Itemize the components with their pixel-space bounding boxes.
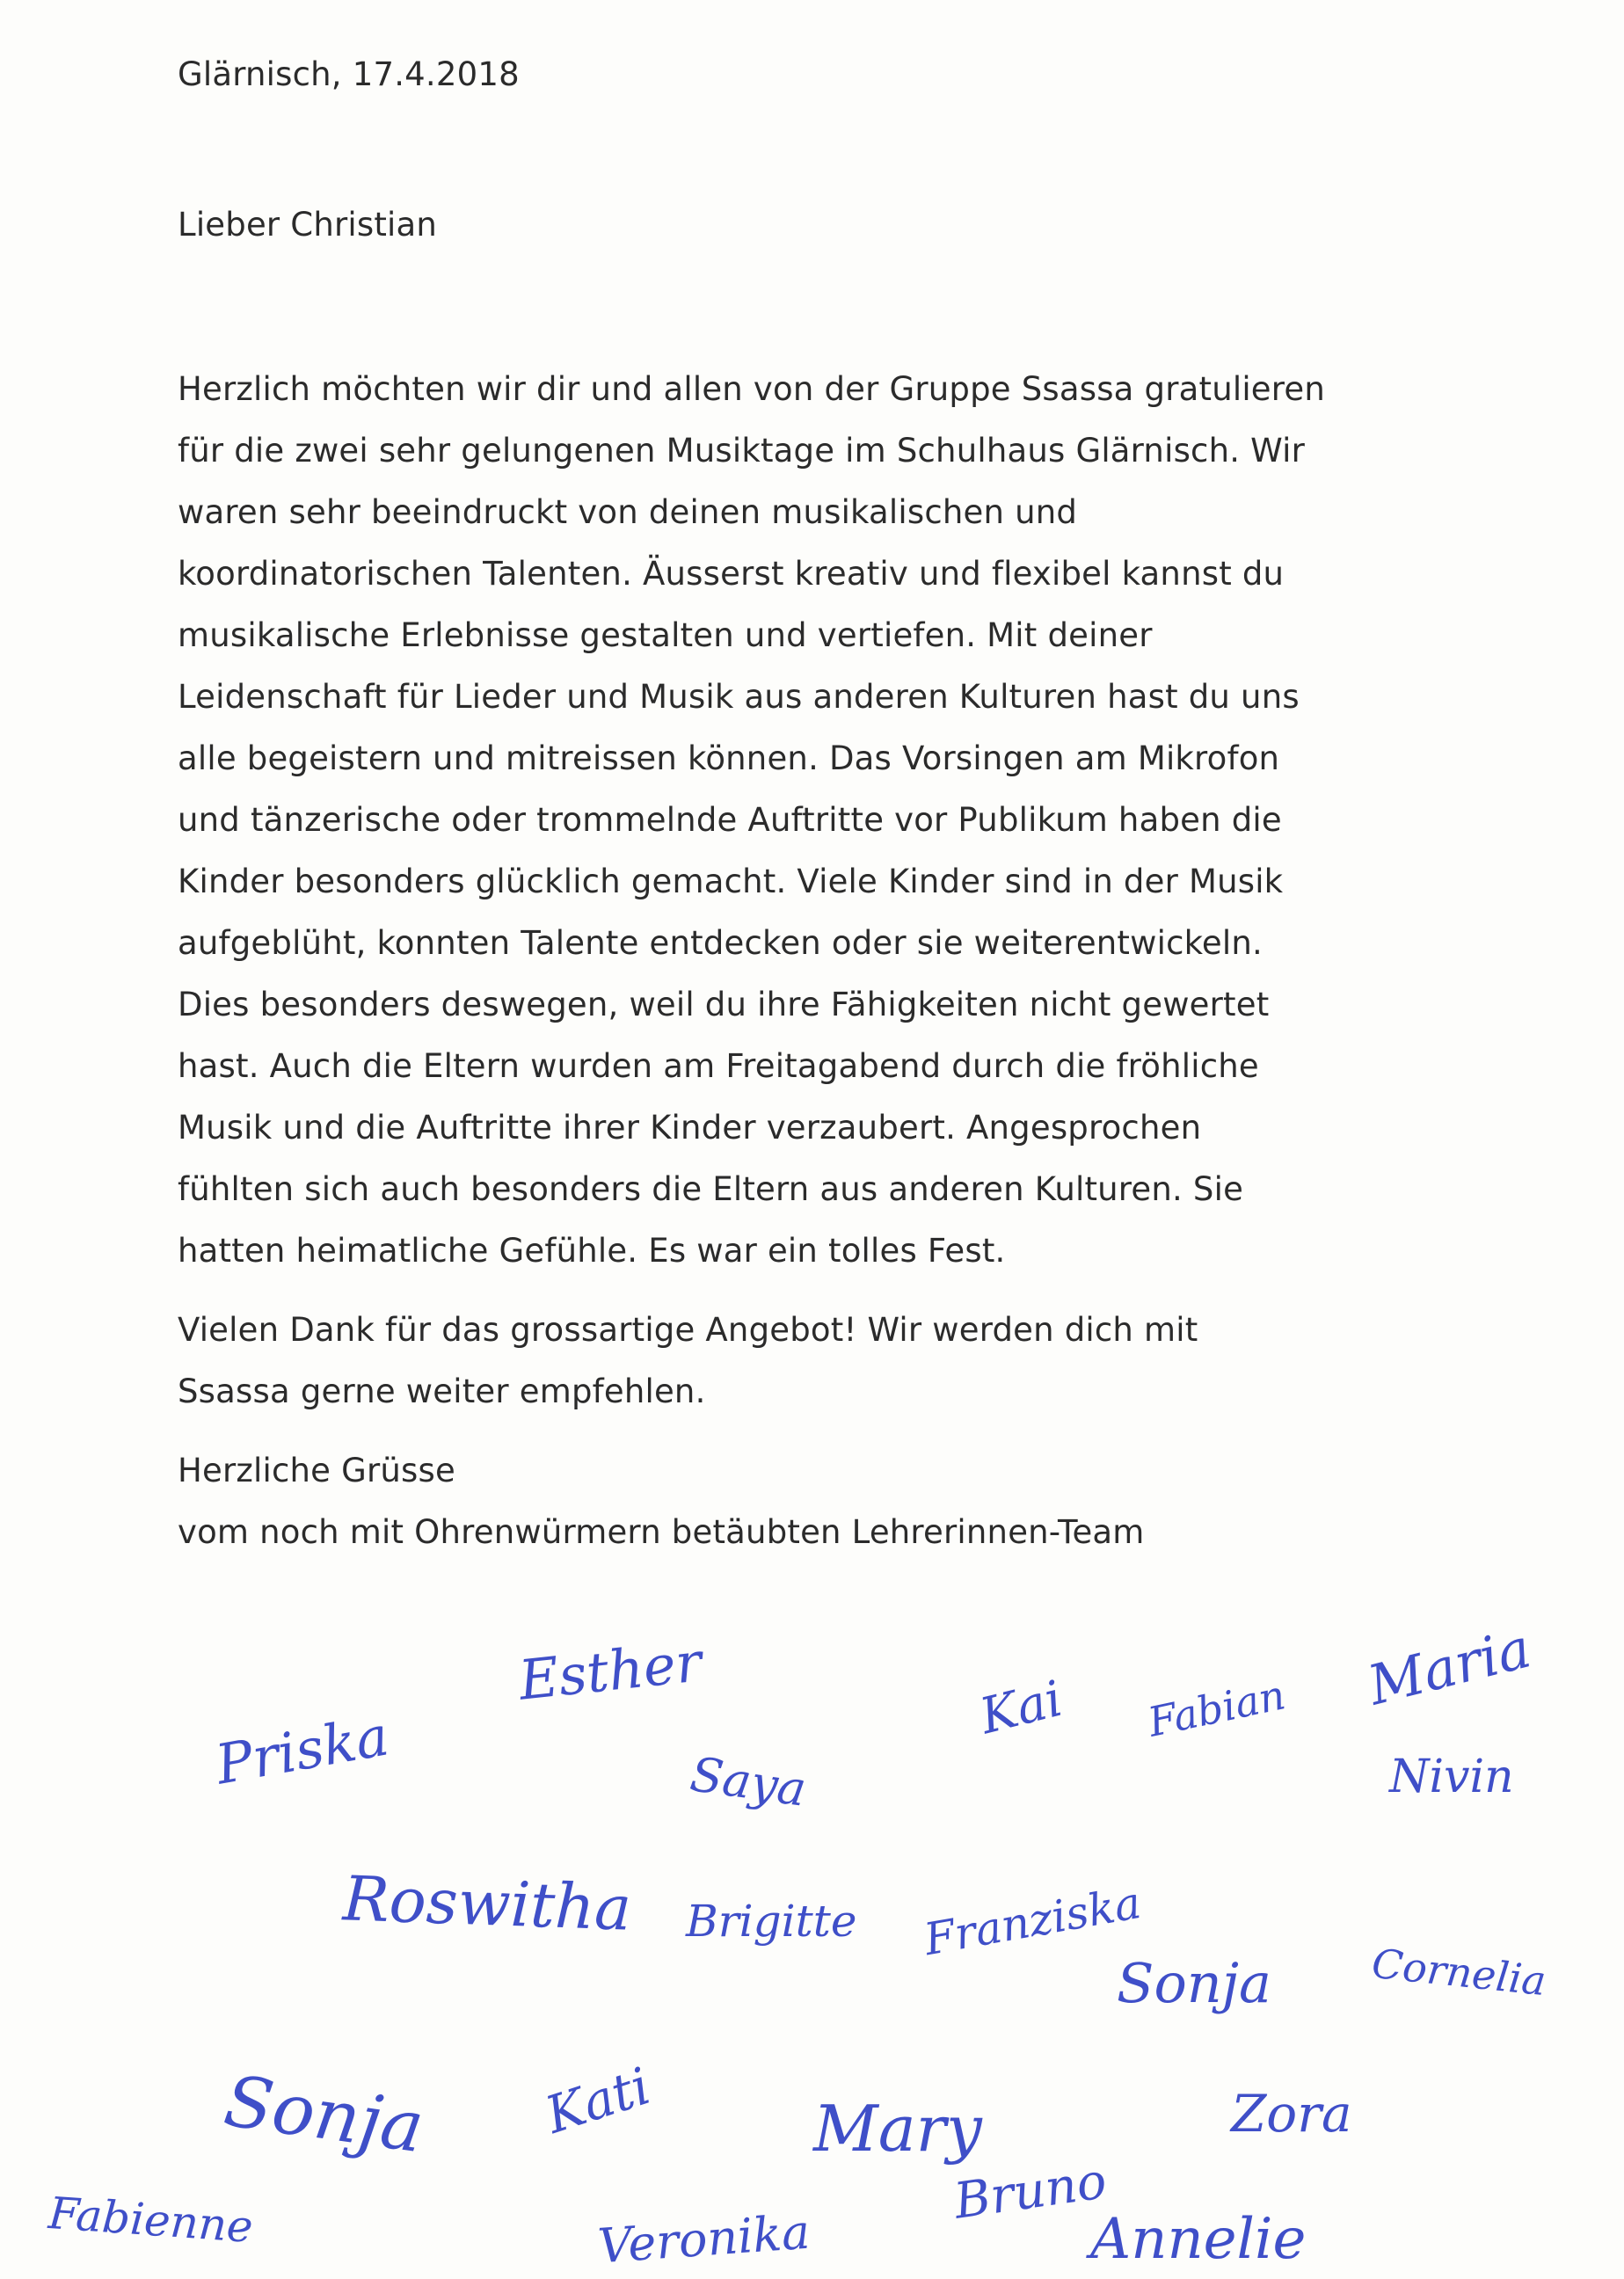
signature: Nivin xyxy=(1389,1751,1514,1803)
signature: Roswitha xyxy=(341,1862,633,1945)
body-line: alle begeistern und mitreissen können. Das Vorsingen am Mikrofon xyxy=(178,739,1280,777)
signature: Esther xyxy=(515,1629,705,1713)
signature: Annelie xyxy=(1090,2207,1307,2272)
thanks-line: Ssassa gerne weiter empfehlen. xyxy=(178,1372,706,1410)
signature: Mary xyxy=(813,2092,982,2166)
signature: Maria xyxy=(1361,1615,1537,1718)
signature: Saya xyxy=(687,1746,810,1817)
letter-salutation: Lieber Christian xyxy=(178,206,438,244)
letter-thanks xyxy=(178,1300,1549,1423)
signature-area xyxy=(0,1609,1624,2279)
signature: Cornelia xyxy=(1369,1939,1548,2006)
body-line: Musik und die Auftritte ihrer Kinder verzaubert. Angesprochen xyxy=(178,1109,1202,1147)
body-line: fühlten sich auch besonders die Eltern aus anderen Kulturen. Sie xyxy=(178,1170,1244,1208)
signature: Fabian xyxy=(1144,1671,1290,1746)
signature: Zora xyxy=(1231,2084,1352,2144)
letter-body xyxy=(178,359,1549,1282)
body-line: waren sehr beeindruckt von deinen musikalischen und xyxy=(178,493,1078,531)
letter-date: Glärnisch, 17.4.2018 xyxy=(178,55,520,93)
body-line: musikalische Erlebnisse gestalten und vertiefen. Mit deiner xyxy=(178,616,1153,654)
signature: Veronika xyxy=(596,2203,812,2275)
signature: Priska xyxy=(211,1703,394,1797)
body-line: Kinder besonders glücklich gemacht. Viele Kinder sind in der Musik xyxy=(178,863,1284,900)
signature: Sonja xyxy=(1117,1951,1271,2015)
letter-text xyxy=(178,44,1549,1563)
signature: Fabienne xyxy=(47,2187,255,2254)
closing-greeting: Herzliche Grüsse xyxy=(178,1452,455,1489)
thanks-line: Vielen Dank für das grossartige Angebot! Wir werden dich mit xyxy=(178,1311,1198,1349)
body-line: Dies besonders deswegen, weil du ihre Fähigkeiten nicht gewertet xyxy=(178,986,1270,1023)
body-line: hatten heimatliche Gefühle. Es war ein tolles Fest. xyxy=(178,1232,1006,1270)
body-line: aufgeblüht, konnten Talente entdecken oder sie weiterentwickeln. xyxy=(178,924,1263,962)
signature: Kai xyxy=(974,1670,1068,1746)
letter-closing xyxy=(178,1440,1549,1563)
body-line: für die zwei sehr gelungenen Musiktage im Schulhaus Glärnisch. Wir xyxy=(178,432,1306,470)
closing-sender: vom noch mit Ohrenwürmern betäubten Lehrerinnen-Team xyxy=(178,1513,1145,1551)
body-line: Leidenschaft für Lieder und Musik aus anderen Kulturen hast du uns xyxy=(178,678,1300,716)
body-line: Herzlich möchten wir dir und allen von der Gruppe Ssassa gratulieren xyxy=(178,370,1325,408)
signature: Bruno xyxy=(950,2152,1111,2231)
signature: Kati xyxy=(538,2056,658,2145)
body-line: koordinatorischen Talenten. Äusserst kreativ und flexibel kannst du xyxy=(178,555,1285,593)
signature: Sonja xyxy=(219,2059,429,2169)
signature: Franziska xyxy=(920,1876,1145,1966)
body-line: hast. Auch die Eltern wurden am Freitagabend durch die fröhliche xyxy=(178,1047,1259,1085)
signature: Brigitte xyxy=(686,1896,857,1947)
body-line: und tänzerische oder trommelnde Auftritte vor Publikum haben die xyxy=(178,801,1282,839)
